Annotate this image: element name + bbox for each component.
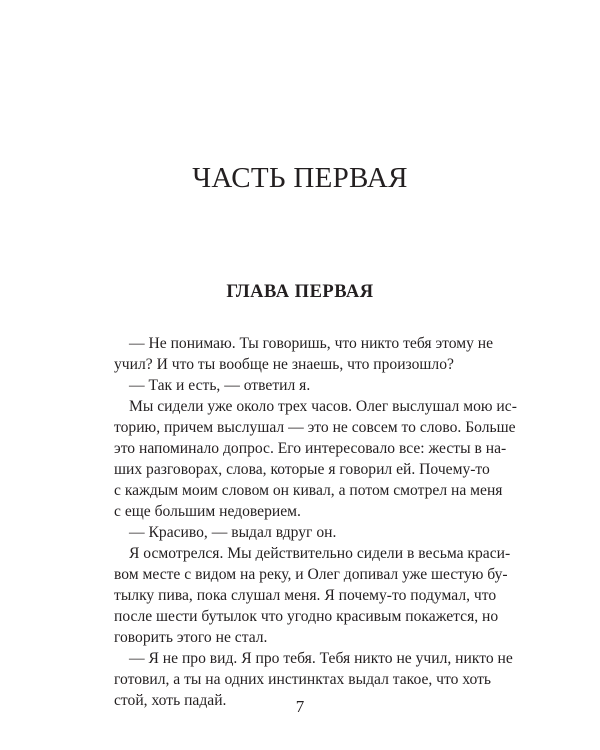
text-line: с каждым моим словом он кивал, а потом смотрел на меня: [114, 482, 503, 499]
text-line: вом месте с видом на реку, и Олег допивал уже шестую бу-: [114, 566, 508, 583]
body-text: [114, 333, 517, 711]
text-line: с еще большим недоверием.: [114, 503, 301, 520]
text-line: говорить этого не стал.: [114, 629, 268, 646]
text-line: учил? И что ты вообще не знаешь, что произошло?: [114, 356, 454, 373]
text-line: стой, хоть падай.: [114, 692, 227, 709]
text-line: — Так и есть, — ответил я.: [129, 377, 311, 394]
text-line: Я осмотрелся. Мы действительно сидели в весьма краси-: [129, 545, 511, 562]
text-line: — Не понимаю. Ты говоришь, что никто тебя этому не: [129, 335, 494, 352]
text-line: — Я не про вид. Я про тебя. Тебя никто не учил, никто не: [129, 650, 513, 667]
text-line: после шести бутылок что угодно красивым покажется, но: [114, 608, 499, 625]
text-line: ших разговорах, слова, которые я говорил ей. Почему-то: [114, 461, 490, 478]
text-line: тылку пива, пока слушал меня. Я почему-то подумал, что: [114, 587, 497, 604]
page-number: 7: [295, 697, 305, 716]
text-line: это напоминало допрос. Его интересовало все: жесты в на-: [114, 440, 507, 457]
text-line: — Красиво, — выдал вдруг он.: [129, 524, 337, 541]
text-line: готовил, а ты на одних инстинктах выдал такое, что хоть: [114, 671, 492, 688]
text-line: Мы сидели уже около трех часов. Олег выслушал мою ис-: [129, 398, 517, 415]
text-line: торию, причем выслушал — это не совсем то слово. Больше: [114, 419, 516, 436]
part-title: ЧАСТЬ ПЕРВАЯ: [192, 162, 408, 194]
chapter-title: ГЛАВА ПЕРВАЯ: [226, 282, 374, 302]
